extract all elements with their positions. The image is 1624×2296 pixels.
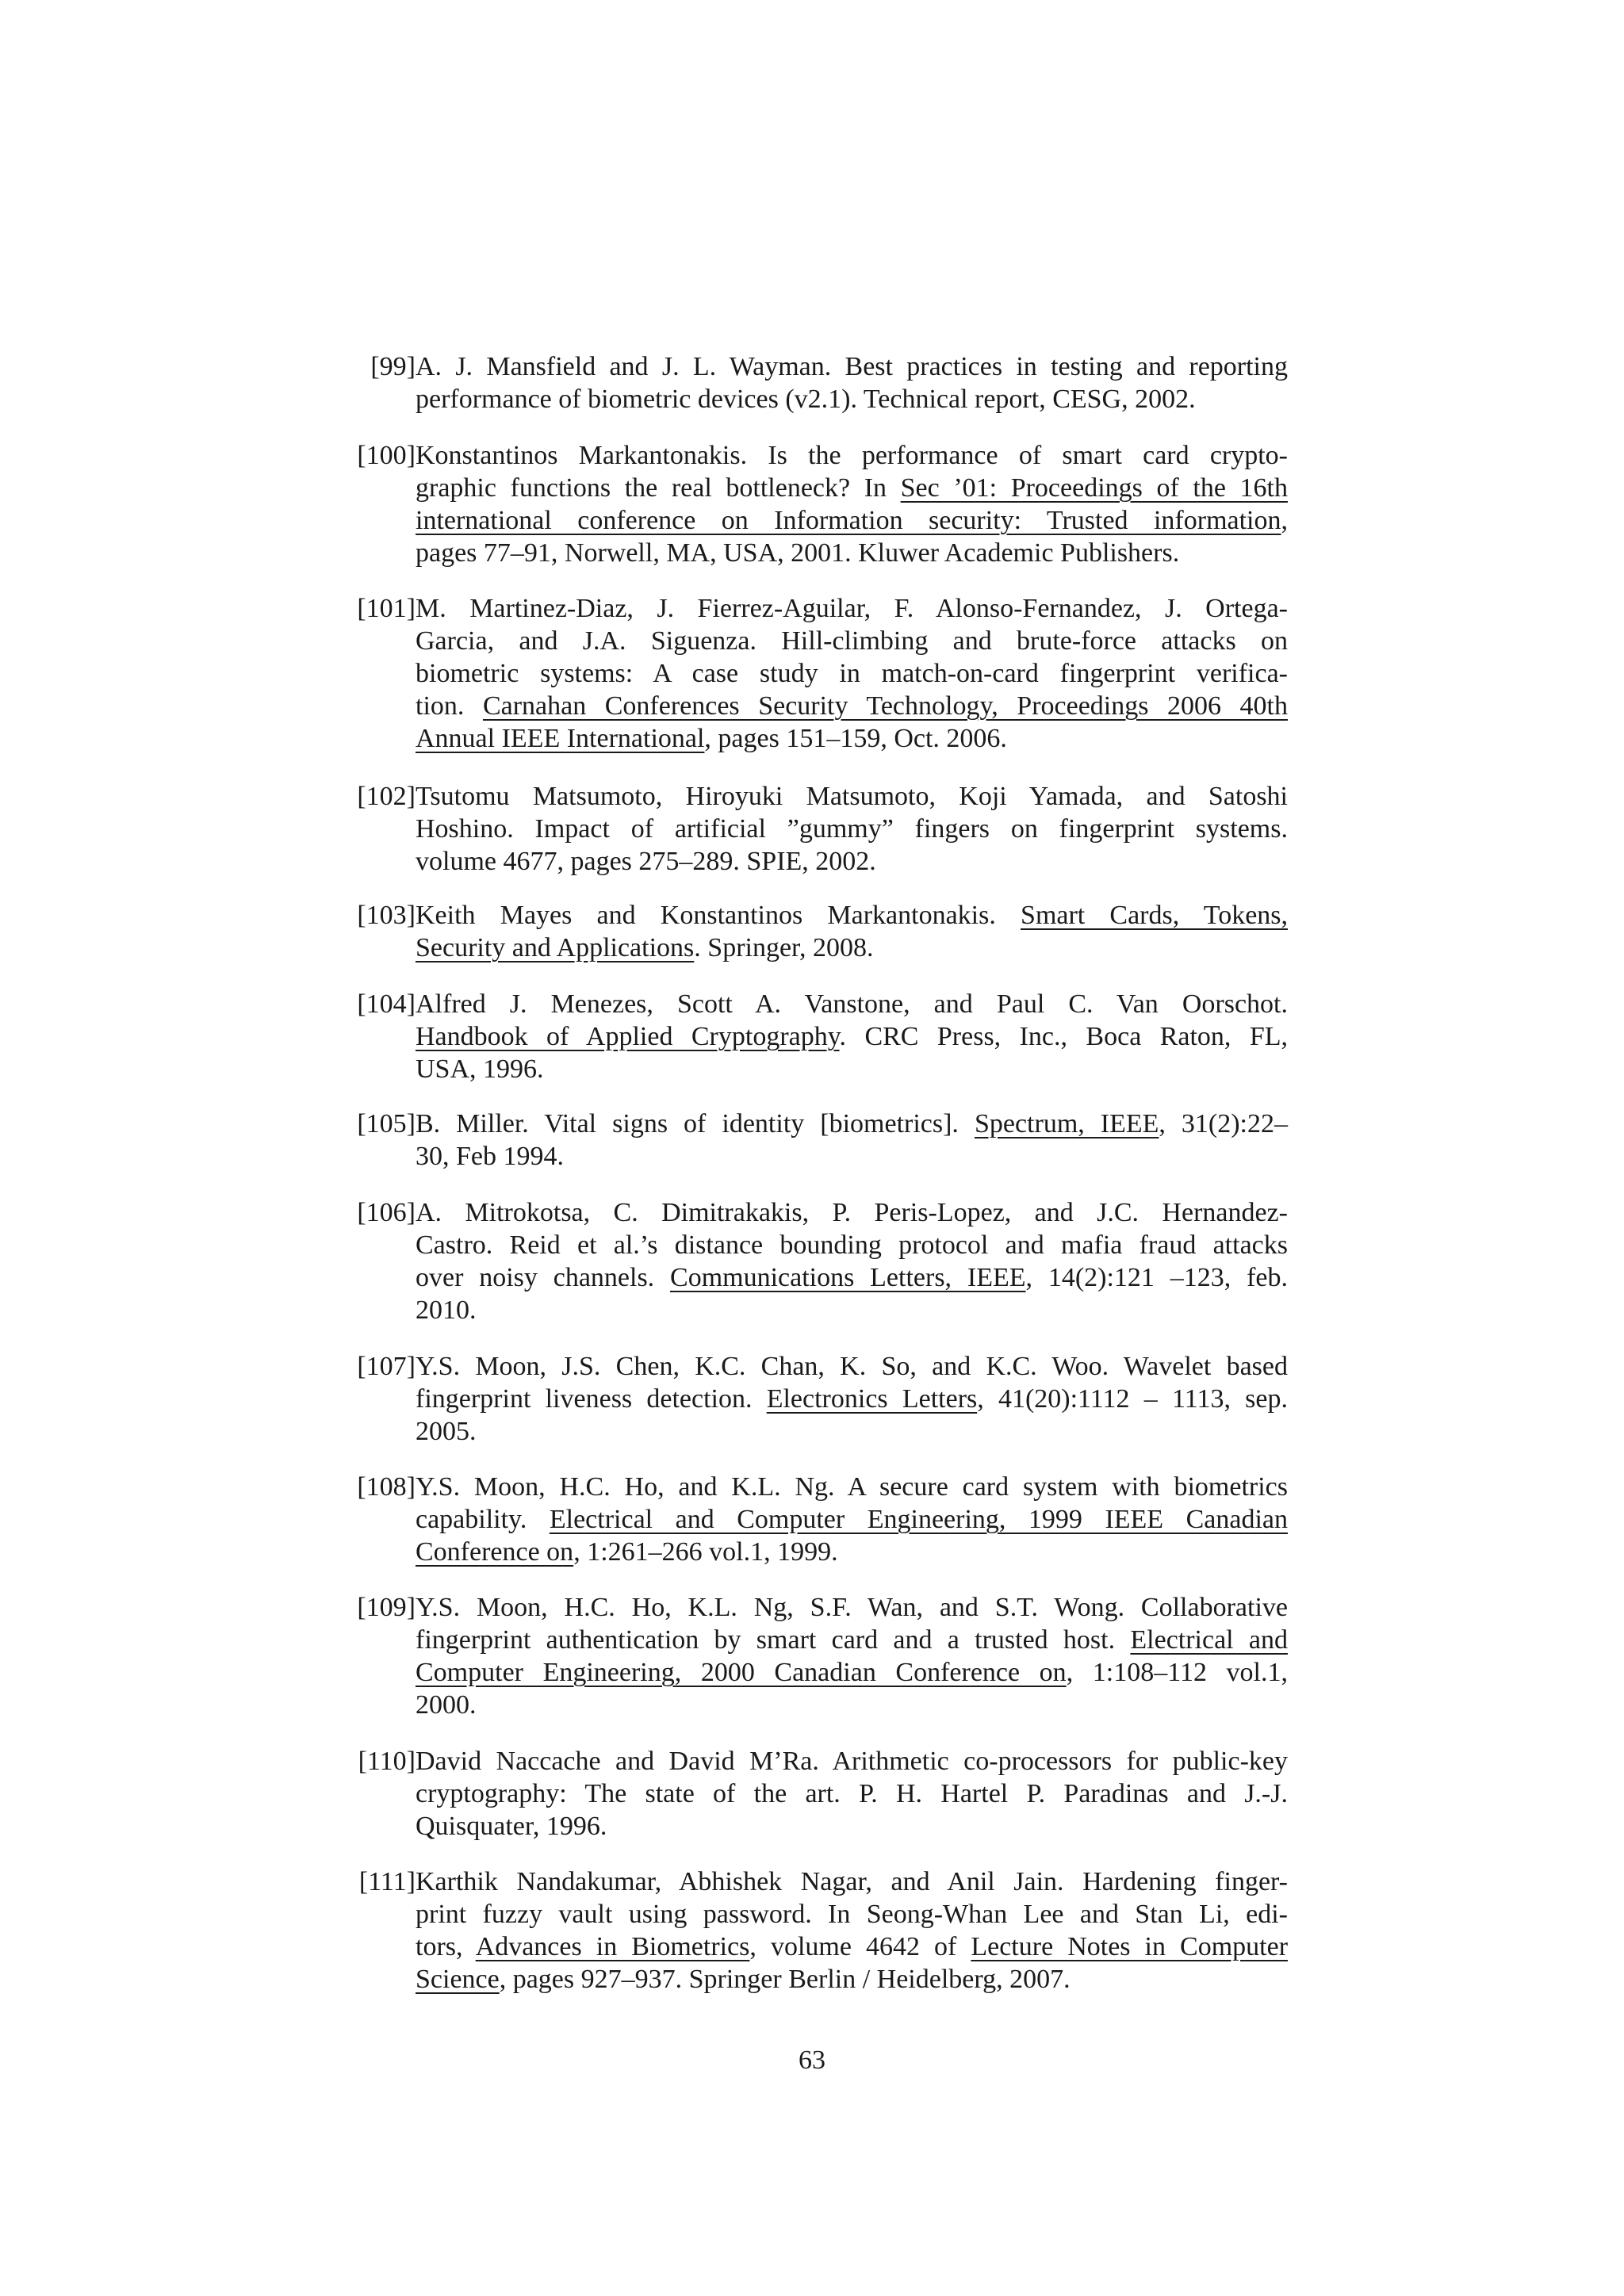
reference-line bbox=[416, 1624, 1288, 1656]
reference-line bbox=[416, 1471, 1288, 1503]
reference-number: [106] bbox=[357, 1198, 416, 1227]
reference-number: [102] bbox=[357, 782, 416, 811]
reference-text: , 31(2):22– bbox=[1159, 1109, 1289, 1138]
reference-line bbox=[416, 988, 1288, 1020]
reference-text: tors, bbox=[416, 1932, 476, 1961]
reference-venue-title: Conference on bbox=[416, 1537, 574, 1567]
reference-line bbox=[416, 899, 1288, 932]
reference-line bbox=[416, 1503, 1288, 1536]
reference-line bbox=[416, 1140, 1288, 1173]
reference-text: A. J. Mansfield and J. L. Wayman. Best practices in testing and reporting bbox=[416, 352, 1288, 381]
reference-text: 2005. bbox=[416, 1417, 477, 1446]
reference-text: . Springer, 2008. bbox=[694, 933, 874, 962]
reference-text: , 41(20):1112 – 1113, sep. bbox=[977, 1384, 1288, 1414]
reference-text: Garcia, and J.A. Siguenza. Hill-climbing and brute-force attacks on bbox=[416, 626, 1288, 656]
reference-text: M. Martinez-Diaz, J. Fierrez-Aguilar, F. Alonso-Fernandez, J. Ortega- bbox=[416, 594, 1288, 623]
reference-venue-title: Security and Applications bbox=[416, 933, 695, 962]
reference-line bbox=[416, 1415, 1288, 1448]
reference-text: A. Mitrokotsa, C. Dimitrakakis, P. Peris-Lopez, and J.C. Hernandez- bbox=[416, 1198, 1288, 1227]
reference-number: [107] bbox=[357, 1352, 416, 1381]
reference-line bbox=[416, 350, 1288, 383]
reference-line bbox=[416, 1294, 1288, 1326]
reference-line bbox=[416, 1108, 1288, 1140]
reference-venue-title: Electrical and Computer Engineering, 1999 IEEE Canadian bbox=[549, 1505, 1288, 1534]
reference-line bbox=[416, 813, 1288, 845]
reference-line bbox=[416, 472, 1288, 504]
reference-text: , 1:108–112 vol.1, bbox=[1066, 1658, 1288, 1687]
reference-text: fingerprint authentication by smart card and a trusted host. bbox=[416, 1625, 1131, 1655]
reference-number: [103] bbox=[357, 901, 416, 930]
reference-line bbox=[416, 1656, 1288, 1689]
reference-text: cryptography: The state of the art. P. H. Hartel P. Paradinas and J.-J. bbox=[416, 1779, 1288, 1808]
reference-line bbox=[416, 439, 1288, 472]
reference-venue-title: Electrical and bbox=[1130, 1625, 1288, 1655]
reference-text: David Naccache and David M’Ra. Arithmetic co-processors for public-key bbox=[416, 1747, 1288, 1776]
reference-text: Karthik Nandakumar, Abhishek Nagar, and Anil Jain. Hardening finger- bbox=[416, 1867, 1288, 1896]
reference-text: Keith Mayes and Konstantinos Markantonakis. bbox=[416, 901, 1021, 930]
reference-line bbox=[416, 592, 1288, 625]
reference-line bbox=[416, 1053, 1288, 1085]
reference-line bbox=[416, 1261, 1288, 1294]
reference-text: performance of biometric devices (v2.1). Technical report, CESG, 2002. bbox=[416, 385, 1196, 414]
reference-text: 2000. bbox=[416, 1690, 477, 1720]
reference-line bbox=[416, 932, 1288, 964]
reference-text: Y.S. Moon, J.S. Chen, K.C. Chan, K. So, and K.C. Woo. Wavelet based bbox=[416, 1352, 1288, 1381]
reference-line bbox=[416, 1810, 1288, 1843]
reference-text: Alfred J. Menezes, Scott A. Vanstone, and Paul C. Van Oorschot. bbox=[416, 989, 1288, 1019]
reference-number: [111] bbox=[358, 1867, 416, 1896]
reference-text: Castro. Reid et al.’s distance bounding protocol and mafia fraud attacks bbox=[416, 1230, 1288, 1260]
reference-text: Y.S. Moon, H.C. Ho, K.L. Ng, S.F. Wan, and S.T. Wong. Collaborative bbox=[416, 1593, 1288, 1622]
reference-number: [100] bbox=[357, 441, 416, 470]
reference-number: [108] bbox=[357, 1472, 416, 1502]
reference-text: Y.S. Moon, H.C. Ho, and K.L. Ng. A secure card system with biometrics bbox=[416, 1472, 1288, 1502]
reference-venue-title: Annual IEEE International bbox=[416, 724, 705, 753]
reference-line bbox=[416, 1963, 1288, 1996]
reference-text: print fuzzy vault using password. In Seong-Whan Lee and Stan Li, edi- bbox=[416, 1900, 1288, 1929]
reference-line bbox=[416, 1898, 1288, 1931]
reference-text: over noisy channels. bbox=[416, 1263, 671, 1292]
reference-number: [109] bbox=[357, 1593, 416, 1622]
reference-text: , 14(2):121 –123, feb. bbox=[1025, 1263, 1288, 1292]
reference-text: pages 77–91, Norwell, MA, USA, 2001. Kluwer Academic Publishers. bbox=[416, 538, 1180, 568]
reference-line bbox=[416, 1591, 1288, 1624]
reference-line bbox=[416, 1931, 1288, 1963]
reference-venue-title: international conference on Information security: Trusted information bbox=[416, 506, 1281, 535]
reference-venue-title: Electronics Letters bbox=[766, 1384, 978, 1414]
reference-text: fingerprint liveness detection. bbox=[416, 1384, 767, 1414]
reference-venue-title: Communications Letters, IEEE bbox=[670, 1263, 1026, 1292]
reference-text: Quisquater, 1996. bbox=[416, 1812, 607, 1841]
reference-line bbox=[416, 1689, 1288, 1721]
reference-number: [105] bbox=[357, 1109, 416, 1138]
reference-line bbox=[416, 1777, 1288, 1810]
reference-number: [110] bbox=[358, 1747, 416, 1776]
reference-line bbox=[416, 537, 1288, 569]
reference-text: , 1:261–266 vol.1, 1999. bbox=[573, 1537, 838, 1567]
reference-venue-title: Sec ’01: Proceedings of the 16th bbox=[900, 473, 1288, 503]
reference-line bbox=[416, 383, 1288, 415]
reference-text: B. Miller. Vital signs of identity [biometrics]. bbox=[416, 1109, 975, 1138]
reference-line bbox=[416, 1536, 1288, 1568]
reference-line bbox=[416, 1229, 1288, 1261]
reference-line bbox=[416, 722, 1288, 755]
reference-text: USA, 1996. bbox=[416, 1054, 544, 1084]
reference-text: biometric systems: A case study in match-on-card fingerprint verifica- bbox=[416, 659, 1288, 688]
reference-venue-title: Computer Engineering, 2000 Canadian Conference on bbox=[416, 1658, 1067, 1687]
reference-number: [99] bbox=[370, 352, 416, 381]
reference-line bbox=[416, 780, 1288, 813]
reference-line bbox=[416, 1196, 1288, 1229]
reference-venue-title: Science bbox=[416, 1965, 500, 1994]
reference-text: . CRC Press, Inc., Boca Raton, FL, bbox=[839, 1022, 1289, 1051]
reference-line bbox=[416, 690, 1288, 722]
reference-text: graphic functions the real bottleneck? In bbox=[416, 473, 901, 503]
reference-text: , volume 4642 of bbox=[749, 1932, 971, 1961]
reference-venue-title: Lecture Notes in Computer bbox=[971, 1932, 1289, 1961]
reference-venue-title: Advances in Biometrics bbox=[475, 1932, 750, 1961]
reference-line bbox=[416, 504, 1288, 537]
reference-venue-title: Spectrum, IEEE bbox=[974, 1109, 1159, 1138]
reference-line bbox=[416, 1745, 1288, 1777]
reference-text: volume 4677, pages 275–289. SPIE, 2002. bbox=[416, 847, 876, 876]
reference-text: 2010. bbox=[416, 1295, 477, 1325]
reference-line bbox=[416, 845, 1288, 878]
reference-number: [101] bbox=[357, 594, 416, 623]
reference-text: , bbox=[1281, 506, 1288, 535]
reference-venue-title: Carnahan Conferences Security Technology, Proceedings 2006 40th bbox=[482, 691, 1288, 721]
reference-text: , pages 151–159, Oct. 2006. bbox=[704, 724, 1007, 753]
reference-text: , pages 927–937. Springer Berlin / Heidelberg, 2007. bbox=[499, 1965, 1071, 1994]
reference-text: Hoshino. Impact of artificial ”gummy” fingers on fingerprint systems. bbox=[416, 814, 1288, 844]
reference-line bbox=[416, 657, 1288, 690]
reference-line bbox=[416, 625, 1288, 657]
reference-line bbox=[416, 1020, 1288, 1053]
reference-text: 30, Feb 1994. bbox=[416, 1142, 564, 1171]
reference-text: tion. bbox=[416, 691, 483, 721]
reference-text: Tsutomu Matsumoto, Hiroyuki Matsumoto, Koji Yamada, and Satoshi bbox=[416, 782, 1288, 811]
reference-line bbox=[416, 1866, 1288, 1898]
reference-text: capability. bbox=[416, 1505, 550, 1534]
reference-venue-title: Handbook of Applied Cryptography bbox=[416, 1022, 840, 1051]
reference-venue-title: Smart Cards, Tokens, bbox=[1021, 901, 1289, 930]
reference-text: Konstantinos Markantonakis. Is the performance of smart card crypto- bbox=[416, 441, 1288, 470]
reference-line bbox=[416, 1350, 1288, 1383]
reference-line bbox=[416, 1383, 1288, 1415]
reference-number: [104] bbox=[357, 989, 416, 1019]
page-number: 63 bbox=[799, 2045, 825, 2075]
